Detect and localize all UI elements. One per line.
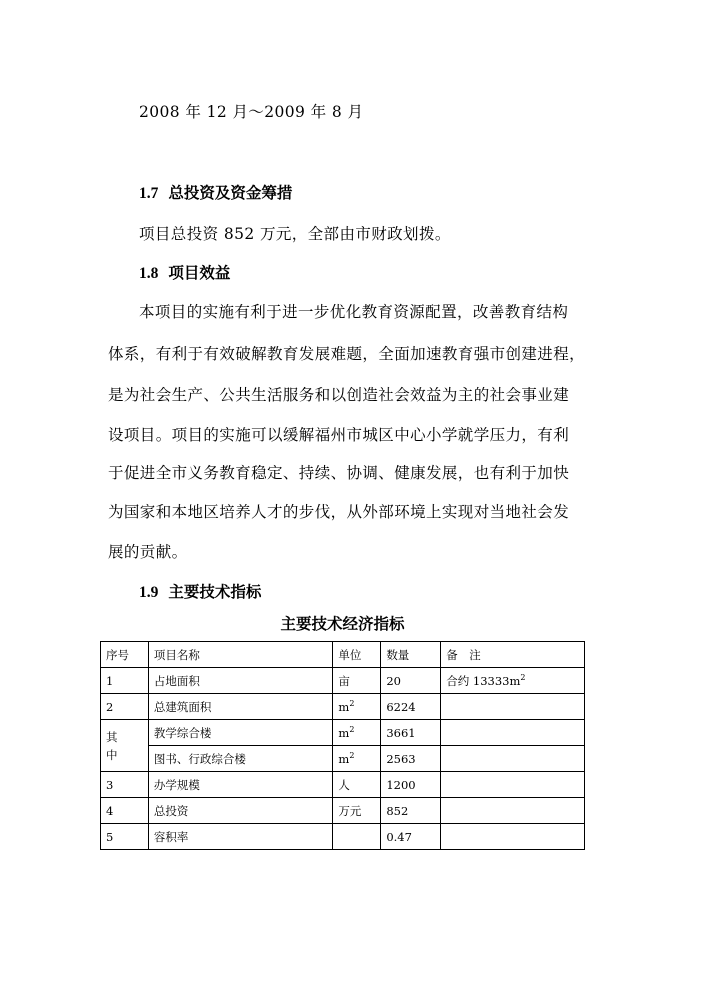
- table-header-row: [101, 642, 585, 668]
- cell-name: 容积率: [148, 824, 333, 850]
- cell-name: 占地面积: [148, 668, 333, 694]
- cell-name: 办学规模: [148, 772, 333, 798]
- unit-base: m: [338, 725, 350, 740]
- table-row: [101, 746, 585, 772]
- cell-note: [441, 694, 585, 720]
- benefits-line: 设项目。项目的实施可以缓解福州市城区中心小学就学压力，有利: [108, 426, 570, 444]
- table-row: [101, 694, 585, 720]
- header-cell: 序号: [101, 642, 149, 668]
- table-row: [101, 772, 585, 798]
- cell-unit: [333, 824, 381, 850]
- section-title: 项目效益: [168, 263, 231, 282]
- cell-no: 4: [101, 798, 149, 824]
- cell-qty: 6224: [381, 694, 441, 720]
- section-1-8-heading: [139, 261, 230, 283]
- cell-note: [441, 746, 585, 772]
- cell-note: [441, 720, 585, 746]
- benefits-line: 本项目的实施有利于进一步优化教育资源配置，改善教育结构: [139, 303, 569, 321]
- table-row: [101, 720, 585, 746]
- note-text: 合约 13333m: [446, 673, 521, 688]
- benefits-line: 展的贡献。: [108, 543, 188, 561]
- cell-note: [441, 798, 585, 824]
- cell-qty: 852: [381, 798, 441, 824]
- cell-name: 图书、行政综合楼: [148, 746, 333, 772]
- cell-qty: 20: [381, 668, 441, 694]
- cell-name: 总建筑面积: [148, 694, 333, 720]
- cell-qty: 0.47: [381, 824, 441, 850]
- superscript: 2: [349, 725, 355, 735]
- superscript: 2: [349, 751, 355, 761]
- cell-qty: 3661: [381, 720, 441, 746]
- table-row: [101, 824, 585, 850]
- table-title: 主要技术经济指标: [280, 614, 405, 633]
- benefits-line: 是为社会生产、公共生活服务和以创造社会效益为主的社会事业建: [108, 386, 570, 404]
- section-number: 1.7: [139, 185, 159, 202]
- benefits-line: 为国家和本地区培养人才的步伐，从外部环境上实现对当地社会发: [108, 503, 570, 521]
- cell-note: [441, 772, 585, 798]
- cell-unit: 万元: [333, 798, 381, 824]
- schedule-period: 2008 年 12 月～2009 年 8 月: [139, 103, 364, 121]
- header-cell: 项目名称: [148, 642, 333, 668]
- benefits-line: 于促进全市义务教育稳定、持续、协调、健康发展，也有利于加快: [108, 464, 570, 482]
- table-row: [101, 668, 585, 694]
- table-row: [101, 798, 585, 824]
- section-1-7-heading: [139, 181, 292, 203]
- cell-unit: 人: [333, 772, 381, 798]
- cell-unit: [333, 720, 381, 746]
- cell-note: [441, 824, 585, 850]
- header-cell: 单位: [333, 642, 381, 668]
- benefits-line: 体系，有利于有效破解教育发展难题，全面加速教育强市创建进程，: [108, 345, 586, 363]
- investment-text: 项目总投资 852 万元，全部由市财政划拨。: [139, 225, 451, 243]
- section-number: 1.8: [139, 265, 159, 282]
- header-cell: 备 注: [441, 642, 585, 668]
- cell-unit: [333, 746, 381, 772]
- cell-qty: 2563: [381, 746, 441, 772]
- cell-unit: [333, 694, 381, 720]
- cell-no: 5: [101, 824, 149, 850]
- superscript: 2: [349, 699, 355, 709]
- header-cell: 数量: [381, 642, 441, 668]
- unit-base: m: [338, 751, 350, 766]
- cell-no: 2: [101, 694, 149, 720]
- section-title: 总投资及资金筹措: [168, 183, 293, 202]
- section-title: 主要技术指标: [168, 582, 262, 601]
- section-1-9-heading: [139, 580, 261, 602]
- group-label: 其 中: [106, 729, 118, 762]
- cell-note: [441, 668, 585, 694]
- cell-unit: 亩: [333, 668, 381, 694]
- cell-no: 1: [101, 668, 149, 694]
- unit-base: m: [338, 699, 350, 714]
- cell-name: 教学综合楼: [148, 720, 333, 746]
- section-number: 1.9: [139, 584, 159, 601]
- cell-name: 总投资: [148, 798, 333, 824]
- cell-qty: 1200: [381, 772, 441, 798]
- cell-no: 3: [101, 772, 149, 798]
- superscript: 2: [520, 672, 526, 682]
- technical-indicators-table: [100, 641, 585, 850]
- cell-merged-group: [101, 720, 149, 772]
